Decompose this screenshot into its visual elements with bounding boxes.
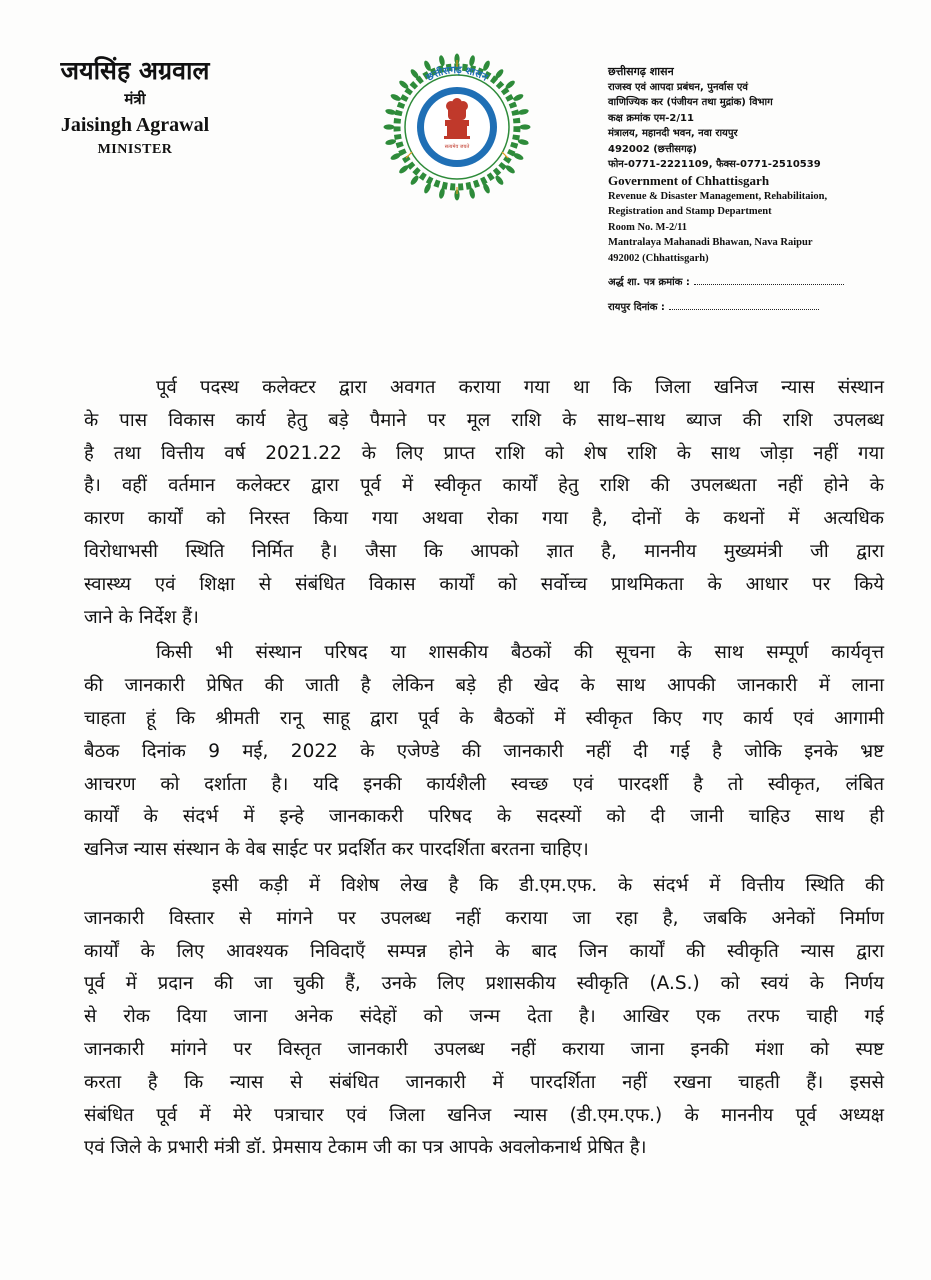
- body-line: चाहता हूं कि श्रीमती रानू साहू द्वारा पूर्व के बैठकों में स्वीकृत किए गए कार्य एवं आगामी: [84, 707, 884, 729]
- minister-title-hindi: मंत्री: [124, 90, 146, 108]
- minister-name-english: Jaisingh Agrawal: [60, 114, 210, 136]
- body-line: संबंधित पूर्व में मेरे पत्राचार एवं जिला खनिज न्यास (डी.एम.एफ.) के माननीय पूर्व अध्यक्ष: [84, 1104, 884, 1126]
- body-line: है। वहीं वर्तमान कलेक्टर द्वारा पूर्व में स्वीकृत कार्यों हेतु राशि की उपलब्धता नहीं होने के: [84, 475, 884, 497]
- date-field: [608, 300, 908, 316]
- state-emblem-icon: [382, 52, 532, 202]
- body-line: कार्यों के लिए आवश्यक निविदाएँ सम्पन्न होने के बाद जिन कार्यों की स्वीकृति न्यास द्वारा: [84, 940, 884, 962]
- letter-body: [84, 372, 884, 1165]
- body-line: से रोक दिया जाना अनेक संदेहों को जन्म देता है। आखिर एक तरफ चाही गई: [84, 1006, 884, 1028]
- body-line: पूर्व में प्रदान की जा चुकी हैं, उनके लिए प्रशासकीय स्वीकृति (A.S.) को स्वयं के निर्णय: [84, 973, 884, 995]
- body-line: इसी कड़ी में विशेष लेख है कि डी.एम.एफ. के संदर्भ में वित्तीय स्थिति की: [212, 874, 884, 896]
- body-line: बैठक दिनांक 9 मई, 2022 के एजेण्डे की जानकारी नहीं दी गई है जोकि इनके भ्रष्ट: [84, 740, 884, 762]
- body-line: के पास विकास कार्य हेतु बड़े पैमाने पर मूल राशि के साथ–साथ ब्याज की राशि उपलब्ध: [84, 409, 884, 431]
- body-line: करता है कि न्यास से संबंधित जानकारी में पारदर्शिता नहीं रखना चाहती हैं। इससे: [84, 1071, 884, 1093]
- office-department-english-2: Registration and Stamp Department: [608, 206, 772, 217]
- minister-name-hindi: जयसिंह अग्रवाल: [60, 56, 210, 85]
- minister-block: [30, 55, 240, 161]
- body-line: कार्यों के संदर्भ में इन्हे जानकाकरी परिषद के सदस्यों को दी जानी चाहिउ साथ ही: [84, 806, 884, 828]
- date-label: रायपुर दिनांक :: [608, 301, 665, 313]
- body-line: है तथा वित्तीय वर्ष 2021.22 के लिए प्राप्त राशि को शेष राशि के साथ जोड़ा नहीं गया: [84, 442, 884, 464]
- office-pin-english: 492002 (Chhattisgarh): [608, 252, 709, 264]
- office-government-hindi: छत्तीसगढ़ शासन: [608, 65, 674, 78]
- body-line: किसी भी संस्थान परिषद या शासकीय बैठकों की सूचना के साथ सम्पूर्ण कार्यवृत्त: [156, 642, 884, 664]
- body-line: आचरण को दर्शाता है। यदि इनकी कार्यशैली स्वच्छ एवं पारदर्शी है तो स्वीकृत, लंबित: [84, 773, 884, 795]
- body-line: स्वास्थ्य एवं शिक्षा से संबंधित विकास कार्यों को सर्वोच्च प्राथमिकता के आधार पर किये: [84, 573, 884, 595]
- body-line: कारण कार्यों को निरस्त किया गया अथवा रोका गया है, दोनों के कथनों में अत्यधिक: [84, 508, 884, 530]
- office-address-english: Mantralaya Mahanadi Bhawan, Nava Raipur: [608, 237, 813, 248]
- body-line: जाने के निर्देश हैं।: [84, 606, 199, 628]
- office-department-hindi-2: वाणिज्यिक कर (पंजीयन तथा मुद्रांक) विभाग: [608, 97, 773, 108]
- office-room-english: Room No. M-2/11: [608, 221, 688, 233]
- emblem-motto: सत्यमेव जयते: [444, 144, 470, 150]
- letter-number-label: अर्द्ध शा. पत्र क्रमांक :: [608, 277, 690, 288]
- office-room-hindi: कक्ष क्रमांक एम-2/11: [608, 112, 694, 124]
- date-blank: [669, 309, 819, 310]
- office-address-block: [608, 64, 908, 315]
- office-department-hindi-1: राजस्व एवं आपदा प्रबंधन, पुनर्वास एवं: [608, 81, 748, 93]
- letter-number-blank: [694, 284, 844, 285]
- office-department-english-1: Revenue & Disaster Management, Rehabilitaion,: [608, 190, 828, 202]
- office-government-english: Government of Chhattisgarh: [608, 172, 770, 188]
- office-address-hindi: मंत्रालय, महानदी भवन, नवा रायपुर: [608, 128, 738, 139]
- emblem-ring-text: छत्तीसगढ़ शासन: [424, 64, 490, 84]
- body-line: जानकारी मांगने पर विस्तृत जानकारी उपलब्ध नहीं कराया जाना इनकी मंशा को स्पष्ट: [84, 1038, 884, 1060]
- body-line: जानकारी विस्तार से मांगने पर उपलब्ध नहीं कराया जा रहा है, जबकि अनेकों निर्माण: [84, 907, 884, 929]
- body-line: खनिज न्यास संस्थान के वेब साईट पर प्रदर्शित कर पारदर्शिता बरतना चाहिए।: [84, 839, 589, 861]
- body-line: एवं जिले के प्रभारी मंत्री डॉ. प्रेमसाय टेकाम जी का पत्र आपके अवलोकनार्थ प्रेषित है।: [84, 1137, 647, 1159]
- office-phone: फोन-0771-2221109, फैक्स-0771-2510539: [608, 159, 821, 170]
- body-line: पूर्व पदस्थ कलेक्टर द्वारा अवगत कराया गया था कि जिला खनिज न्यास संस्थान: [156, 377, 884, 398]
- office-pin-hindi: 492002 (छत्तीसगढ़): [608, 143, 697, 155]
- letter-number-field: [608, 275, 908, 291]
- body-line: विरोधाभसी स्थिति निर्मित है। जैसा कि आपको ज्ञात है, माननीय मुख्यमंत्री जी द्वारा: [84, 540, 884, 562]
- minister-title-english: MINISTER: [97, 142, 173, 157]
- body-line: की जानकारी प्रेषित की जाती है लेकिन बड़े ही खेद के साथ आपकी जानकारी में लाना: [84, 675, 884, 697]
